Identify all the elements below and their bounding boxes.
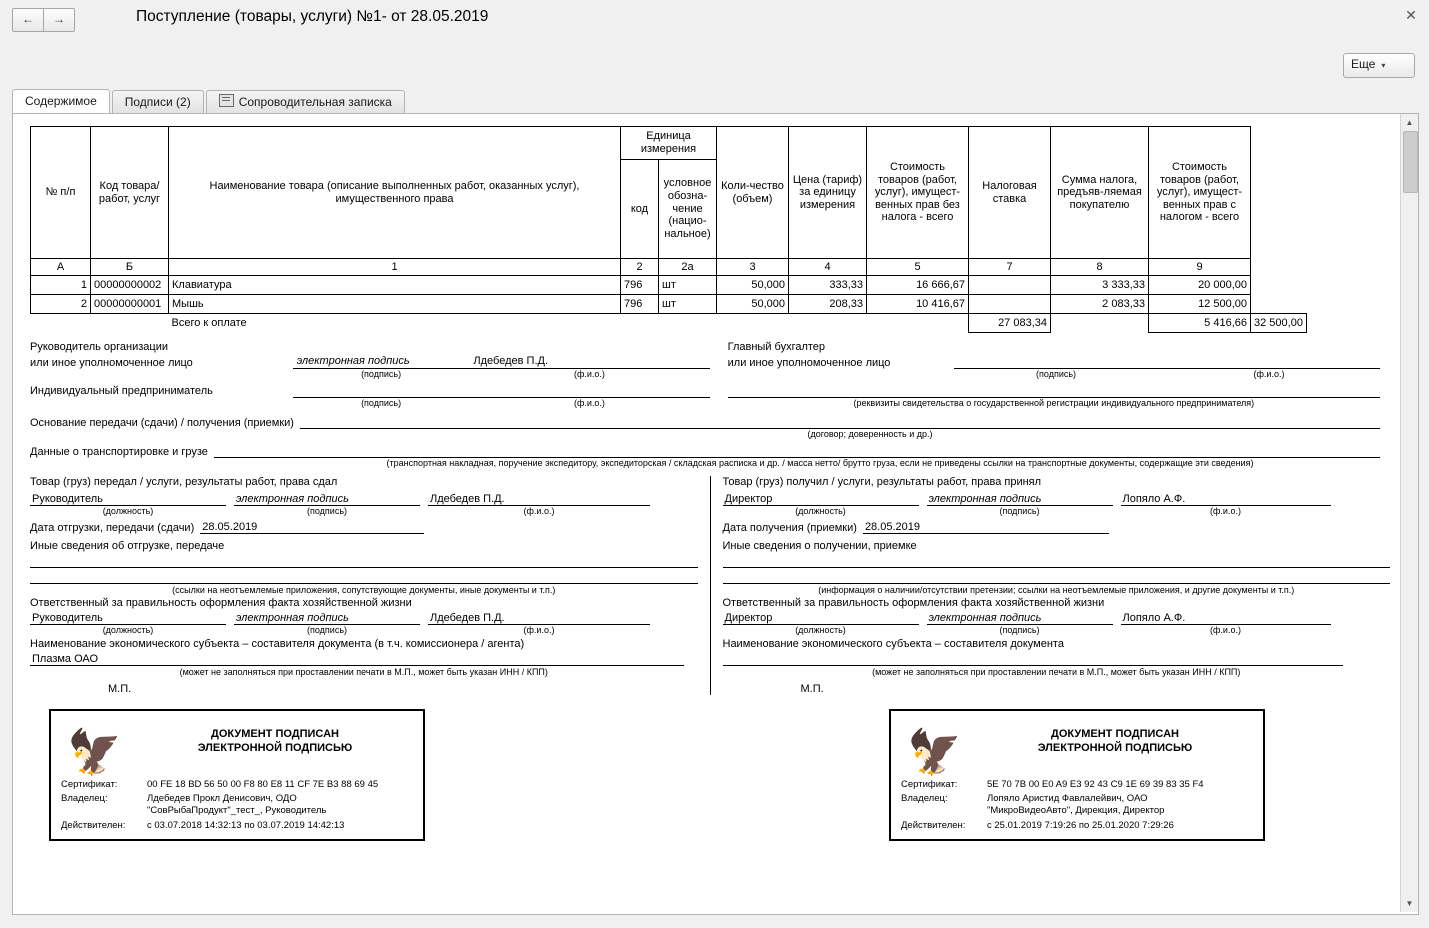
cell-tax-sum: 3 333,33: [1051, 276, 1149, 295]
colnum-2: 2: [621, 259, 659, 276]
header-unit-code: код: [621, 160, 659, 259]
basis-block: [30, 414, 1380, 468]
left-other-label: Иные сведения об отгрузке, передаче: [30, 539, 225, 552]
stamp-owner-label: Владелец:: [901, 793, 948, 805]
caption-signature: (подпись): [361, 369, 402, 379]
right-entity-field[interactable]: [723, 650, 1343, 666]
cell-num: 2: [31, 295, 91, 314]
right-signature-value: электронная подпись: [928, 492, 1042, 505]
entrepreneur-registration-field[interactable]: [728, 379, 1380, 397]
caption-signature: (подпись): [999, 505, 1040, 516]
colnum-1: 1: [169, 259, 621, 276]
head-label-line2: или иное уполномоченное лицо: [30, 356, 193, 369]
header-tax-rate: Налоговая ставка: [969, 127, 1051, 259]
entrepreneur-name-field[interactable]: [469, 379, 709, 397]
scroll-thumb[interactable]: [1403, 131, 1418, 193]
stamp-owner-value-line1: Лдебедев Прокл Денисович, ОДО: [147, 793, 297, 805]
caption-fio: (ф.и.о.): [574, 369, 605, 379]
stamp-cert-label: Сертификат:: [901, 778, 958, 790]
header-code: Код товара/ работ, услуг: [91, 127, 169, 259]
stamp-valid-label: Действителен:: [61, 820, 126, 832]
document-scroll-area: [13, 114, 1399, 912]
right-signature-field[interactable]: [927, 491, 1113, 506]
right-entity-caption: (может не заполняться при проставлении печати в М.П., может быть указан ИНН / КПП): [872, 666, 1241, 677]
left-other-caption: (ссылки на неотъемлемые приложения, сопутствующие документы, иные документы и т.п.): [172, 584, 556, 595]
right-position-field[interactable]: [723, 491, 919, 506]
right-resp-position-field[interactable]: [723, 610, 919, 625]
tab-signatures[interactable]: Подписи (2): [112, 90, 204, 114]
accountant-name-field[interactable]: [1158, 353, 1380, 369]
right-resp-signature-field[interactable]: [927, 610, 1113, 625]
colnum-2a: 2а: [659, 259, 717, 276]
right-other-label: Иные сведения о получении, приемке: [722, 539, 917, 552]
header-unit-symbol: условное обозна-чение (нацио-нальное): [659, 160, 717, 259]
caption-signature: (подпись): [361, 397, 402, 408]
table-row[interactable]: [31, 295, 1307, 314]
handover-blocks: [30, 476, 1390, 695]
accountant-label-line1: Главный бухгалтер: [727, 341, 826, 353]
stamp-cert-value: 5E 70 7B 00 E0 A9 E3 92 43 C9 1E 69 39 83 35 F4: [987, 778, 1204, 790]
chevron-down-icon: ▾: [1381, 61, 1386, 70]
cell-sum-with-tax: 12 500,00: [1149, 295, 1251, 314]
right-date-value: 28.05.2019: [864, 520, 920, 533]
right-resp-name-field[interactable]: [1121, 610, 1331, 625]
cell-tax-sum: 2 083,33: [1051, 295, 1149, 314]
cell-sum-without-tax: 16 666,67: [867, 276, 969, 295]
header-num: № п/п: [31, 127, 91, 259]
cell-unit-code: 796: [621, 295, 659, 314]
cell-tax-rate: [969, 276, 1051, 295]
left-resp-name-value: Лдебедев П.Д.: [430, 611, 505, 624]
transport-field[interactable]: [214, 443, 1380, 458]
head-name-value: Лдебедев П.Д.: [473, 355, 549, 367]
scroll-up-button[interactable]: ▲: [1405, 118, 1414, 127]
right-name-field[interactable]: [1121, 491, 1331, 506]
basis-field[interactable]: [300, 414, 1380, 429]
colnum-4: 4: [789, 259, 867, 276]
back-button[interactable]: ←: [12, 8, 43, 32]
left-resp-signature-field[interactable]: [234, 610, 420, 625]
caption-signature: (подпись): [999, 624, 1040, 635]
accountant-signature-field[interactable]: [954, 353, 1158, 369]
left-position-field[interactable]: [30, 491, 226, 506]
table-total-row: [31, 314, 1307, 333]
left-responsible-label: Ответственный за правильность оформления факта хозяйственной жизни: [30, 596, 412, 609]
caption-fio: (ф.и.о.): [1253, 369, 1285, 379]
head-signature-field[interactable]: [293, 353, 470, 369]
caption-signature: (подпись): [306, 624, 348, 635]
caption-fio: (ф.и.о.): [523, 624, 555, 635]
coat-of-arms-icon: 🦅: [907, 727, 962, 777]
tab-bar: [12, 90, 407, 114]
left-mp: М.П.: [108, 682, 132, 695]
vertical-scrollbar[interactable]: [1400, 114, 1418, 912]
cell-name: Мышь: [169, 295, 621, 314]
cell-qty: 50,000: [717, 295, 789, 314]
stamp-title-line1: ДОКУМЕНТ ПОДПИСАН: [211, 727, 339, 740]
left-entity-value: Плазма ОАО: [32, 652, 99, 665]
tab-cover-note[interactable]: [206, 90, 405, 114]
cell-sum-without-tax: 10 416,67: [867, 295, 969, 314]
right-other-field[interactable]: [723, 553, 1391, 568]
tab-cover-note-label: Сопроводительная записка: [238, 95, 392, 109]
header-name: Наименование товара (описание выполненных работ, оказанных услуг), имущественного права: [169, 127, 621, 259]
cell-tax-rate: [969, 295, 1051, 314]
signature-stamp: [889, 709, 1265, 841]
header-tax-sum: Сумма налога, предъяв-ляемая покупателю: [1051, 127, 1149, 259]
more-button[interactable]: [1343, 53, 1415, 78]
left-other-field[interactable]: [30, 553, 698, 568]
left-other-field-2[interactable]: [30, 569, 698, 584]
stamp-title-line2: ЭЛЕКТРОННОЙ ПОДПИСЬЮ: [1037, 742, 1193, 755]
head-name-field[interactable]: [469, 353, 709, 369]
left-signature-field[interactable]: [234, 491, 420, 506]
right-resp-name-value: Лопяло А.Ф.: [1122, 611, 1186, 624]
tab-content[interactable]: Содержимое: [12, 89, 110, 114]
stamp-title-line1: ДОКУМЕНТ ПОДПИСАН: [1051, 727, 1179, 740]
left-resp-name-field[interactable]: [428, 610, 650, 625]
head-signature-value: электронная подпись: [296, 355, 410, 367]
goods-table: [30, 126, 1307, 333]
caption-signature: (подпись): [1036, 369, 1077, 379]
cell-num: 1: [31, 276, 91, 295]
caption-fio: (ф.и.о.): [523, 505, 555, 516]
header-qty: Коли-чество (объем): [717, 127, 789, 259]
table-column-numbers-row: [31, 259, 1307, 276]
right-date-field[interactable]: [863, 519, 1109, 534]
cell-qty: 50,000: [717, 276, 789, 295]
caption-position: (должность): [102, 624, 154, 635]
cell-unit-symbol: шт: [659, 295, 717, 314]
signature-block: [30, 333, 1380, 408]
right-block-title: Товар (груз) получил / услуги, результаты работ, права принял: [722, 475, 1042, 488]
left-resp-position-field[interactable]: [30, 610, 226, 625]
basis-caption: (договор; доверенность и др.): [807, 428, 933, 439]
colnum-9: 9: [1149, 259, 1251, 276]
stamp-valid-label: Действителен:: [901, 820, 966, 832]
header-sum-with-tax: Стоимость товаров (работ, услуг), имущест-венных прав с налогом - всего: [1149, 127, 1251, 259]
scroll-down-button[interactable]: ▼: [1405, 899, 1414, 908]
right-date-label: Дата получения (приемки): [722, 521, 857, 534]
colnum-b: Б: [91, 259, 169, 276]
right-entity-label: Наименование экономического субъекта – составителя документа: [722, 637, 1064, 650]
stamp-cert-label: Сертификат:: [61, 778, 118, 790]
caption-fio: (ф.и.о.): [574, 397, 605, 408]
total-sum-without-tax: 27 083,34: [969, 314, 1051, 333]
caption-fio: (ф.и.о.): [1210, 624, 1241, 635]
more-button-label: Еще: [1351, 57, 1376, 71]
caption-fio: (ф.и.о.): [1210, 505, 1241, 516]
right-name-value: Лопяло А.Ф.: [1122, 492, 1186, 505]
left-position-value: Руководитель: [32, 492, 103, 505]
caption-registration: (реквизиты свидетельства о государственной регистрации индивидуального предпринимателя): [853, 397, 1255, 408]
right-position-value: Директор: [724, 492, 773, 505]
transport-label: Данные о транспортировке и грузе: [30, 445, 208, 458]
title-bar: [0, 0, 1429, 40]
stamp-title-line2: ЭЛЕКТРОННОЙ ПОДПИСЬЮ: [197, 742, 353, 755]
right-mp: М.П.: [800, 682, 824, 695]
cell-unit-symbol: шт: [659, 276, 717, 295]
right-other-caption: (информация о наличии/отсутствии претензии; ссылки на неотъемлемые приложения, и другие документы и т.п.): [818, 584, 1295, 595]
transport-caption: (транспортная накладная, поручение экспедитору, экспедиторская / складская расписка и др. / масса нетто/ брутто груза, если не приведены ссылки на транспортные документы, содержащие эти сведения): [386, 457, 1254, 468]
left-resp-signature-value: электронная подпись: [236, 611, 349, 624]
left-entity-label: Наименование экономического субъекта – составителя документа (в т.ч. комиссионера / агента): [30, 637, 525, 650]
colnum-5: 5: [867, 259, 969, 276]
table-row[interactable]: [31, 276, 1307, 295]
close-icon[interactable]: ✕: [1405, 7, 1417, 23]
cell-price: 208,33: [789, 295, 867, 314]
cell-name: Клавиатура: [169, 276, 621, 295]
colnum-a: А: [31, 259, 91, 276]
left-name-field[interactable]: [428, 491, 650, 506]
header-price: Цена (тариф) за единицу измерения: [789, 127, 867, 259]
stamp-owner-value-line1: Лопяло Аристид Фавлалейвич, ОАО: [987, 793, 1148, 805]
left-resp-position-value: Руководитель: [32, 611, 103, 624]
caption-position: (должность): [102, 505, 154, 516]
total-sum-with-tax: 32 500,00: [1251, 314, 1307, 333]
colnum-3: 3: [717, 259, 789, 276]
left-name-value: Лдебедев П.Д.: [430, 492, 505, 505]
cell-code: 00000000001: [91, 295, 169, 314]
stamp-owner-value-line2: "СовРыбаПродукт"_тест_, Руководитель: [147, 805, 327, 817]
page-title: Поступление (товары, услуги) №1- от 28.05.2019: [136, 8, 489, 25]
invoice-document: [13, 114, 1399, 849]
left-date-value: 28.05.2019: [202, 520, 258, 533]
colnum-7: 7: [969, 259, 1051, 276]
right-other-field-2[interactable]: [723, 569, 1391, 584]
caption-position: (должность): [795, 624, 846, 635]
stamp-cert-value: 00 FE 18 BD 56 50 00 F8 80 E8 11 CF 7E B3 88 69 45: [147, 778, 379, 790]
right-responsible-label: Ответственный за правильность оформления факта хозяйственной жизни: [722, 596, 1105, 609]
caption-position: (должность): [795, 505, 846, 516]
cell-code: 00000000002: [91, 276, 169, 295]
left-date-field[interactable]: [200, 519, 424, 534]
header-sum-without-tax: Стоимость товаров (работ, услуг), имущест-венных прав без налога - всего: [867, 127, 969, 259]
left-date-label: Дата отгрузки, передачи (сдачи): [30, 521, 195, 534]
basis-label: Основание передачи (сдачи) / получения (приемки): [30, 416, 294, 429]
entrepreneur-label: Индивидуальный предприниматель: [30, 385, 213, 397]
cell-price: 333,33: [789, 276, 867, 295]
stamp-valid-value: с 25.01.2019 7:19:26 по 25.01.2020 7:29:26: [987, 820, 1174, 832]
entrepreneur-signature-field[interactable]: [293, 379, 470, 397]
right-resp-position-value: Директор: [724, 611, 773, 624]
stamp-owner-value-line2: "МикроВидеоАвто", Дирекция, Директор: [987, 805, 1165, 817]
navigation-buttons: [12, 8, 75, 32]
caption-signature: (подпись): [306, 505, 348, 516]
stamp-owner-label: Владелец:: [61, 793, 108, 805]
head-label-line1: Руководитель организации: [30, 341, 169, 353]
header-unit-group: Единица измерения: [621, 127, 717, 160]
document-panel: [12, 113, 1419, 915]
right-resp-signature-value: электронная подпись: [928, 611, 1042, 624]
left-entity-field[interactable]: [30, 650, 684, 666]
signature-stamp: [49, 709, 425, 841]
accountant-label-line2: или иное уполномоченное лицо: [727, 356, 891, 369]
table-header-row: [31, 127, 1307, 160]
note-icon: [219, 94, 234, 107]
handover-right-block: [710, 476, 1391, 695]
signature-stamps: [13, 709, 1399, 849]
stamp-valid-value: с 03.07.2018 14:32:13 по 03.07.2019 14:42:13: [147, 820, 345, 832]
total-label: Всего к оплате: [169, 314, 969, 333]
left-signature-value: электронная подпись: [236, 492, 349, 505]
handover-left-block: [30, 476, 710, 695]
colnum-8: 8: [1051, 259, 1149, 276]
cell-sum-with-tax: 20 000,00: [1149, 276, 1251, 295]
left-entity-caption: (может не заполняться при проставлении печати в М.П., может быть указан ИНН / КПП): [179, 666, 548, 677]
forward-button[interactable]: →: [43, 8, 75, 32]
cell-unit-code: 796: [621, 276, 659, 295]
coat-of-arms-icon: 🦅: [67, 727, 122, 777]
left-block-title: Товар (груз) передал / услуги, результаты работ, права сдал: [30, 475, 338, 488]
total-tax-sum: 5 416,66: [1149, 314, 1251, 333]
